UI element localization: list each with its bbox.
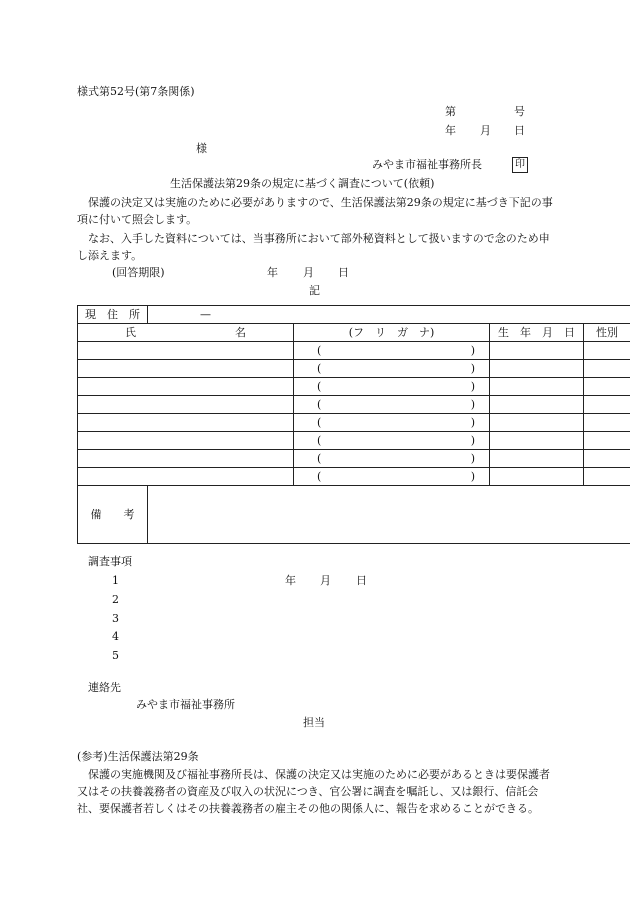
furigana-cell[interactable]	[294, 468, 490, 486]
paragraph-request: 保護の決定又は実施のために必要がありますので、生活保護法第29条の規定に基づき下記の事項に付いて照会します。	[77, 196, 553, 226]
remarks-cell[interactable]	[148, 486, 630, 544]
paragraph-confidential: なお、入手した資料については、当事務所において部外秘資料として扱いますので念のため申し添えます。	[77, 232, 550, 262]
doc-number-dai: 第	[445, 105, 456, 118]
birthdate-cell[interactable]	[490, 378, 584, 396]
furigana-cell[interactable]	[294, 360, 490, 378]
survey-item1-month: 月	[320, 574, 331, 587]
survey-item-5: 5	[112, 649, 119, 662]
paren-open: (	[317, 434, 322, 447]
furigana-cell[interactable]	[294, 378, 490, 396]
date-year: 年	[445, 124, 456, 137]
paren-close: )	[470, 452, 475, 465]
issuer-name: みやま市福祉事務所長	[372, 158, 482, 171]
birthdate-cell[interactable]	[490, 360, 584, 378]
paren-open: (	[317, 452, 322, 465]
paren-close: )	[470, 398, 475, 411]
address-label: 現 住 所	[78, 306, 148, 324]
form-number: 様式第52号(第7条関係)	[77, 85, 195, 98]
name-cell[interactable]	[78, 396, 294, 414]
table-row	[78, 396, 630, 414]
survey-item-4: 4	[112, 630, 119, 643]
birthdate-cell[interactable]	[490, 396, 584, 414]
name-cell[interactable]	[78, 342, 294, 360]
birthdate-cell[interactable]	[490, 414, 584, 432]
gender-cell[interactable]	[584, 342, 630, 360]
ki-heading: 記	[309, 284, 320, 297]
name-cell[interactable]	[78, 360, 294, 378]
subject-table	[77, 305, 630, 544]
paren-open: (	[317, 380, 322, 393]
survey-item-1: 1	[112, 574, 119, 587]
furigana-cell[interactable]	[294, 342, 490, 360]
remarks-row	[78, 486, 630, 544]
survey-heading: 調査事項	[88, 555, 132, 568]
contact-tanto: 担当	[303, 716, 325, 729]
deadline-year: 年	[267, 266, 278, 279]
paren-close: )	[470, 416, 475, 429]
name-cell[interactable]	[78, 468, 294, 486]
name-cell[interactable]	[78, 450, 294, 468]
address-cell[interactable]	[148, 306, 630, 324]
gender-cell[interactable]	[584, 396, 630, 414]
birthdate-header: 生 年 月 日	[490, 324, 584, 342]
contact-heading: 連絡先	[88, 681, 121, 694]
table-row	[78, 432, 630, 450]
furigana-header: (フ リ ガ ナ)	[294, 324, 490, 342]
survey-item-2: 2	[112, 593, 119, 606]
address-dash: —	[200, 308, 211, 321]
paren-open: (	[317, 470, 322, 483]
birthdate-cell[interactable]	[490, 432, 584, 450]
gender-cell[interactable]	[584, 378, 630, 396]
paren-close: )	[470, 470, 475, 483]
name-header: 氏 名	[78, 324, 294, 342]
furigana-cell[interactable]	[294, 396, 490, 414]
survey-item1-year: 年	[285, 574, 296, 587]
furigana-cell[interactable]	[294, 414, 490, 432]
gender-cell[interactable]	[584, 414, 630, 432]
address-row	[78, 306, 630, 324]
paren-open: (	[317, 344, 322, 357]
birthdate-cell[interactable]	[490, 342, 584, 360]
document-title: 生活保護法第29条の規定に基づく調査について(依頼)	[170, 177, 435, 190]
reference-heading: (参考)生活保護法第29条	[77, 750, 199, 763]
table-row	[78, 414, 630, 432]
survey-item1-day: 日	[356, 574, 367, 587]
seal-mark: 印	[512, 157, 528, 173]
header-row	[78, 324, 630, 342]
name-cell[interactable]	[78, 432, 294, 450]
table-row	[78, 468, 630, 486]
furigana-cell[interactable]	[294, 450, 490, 468]
contact-office: みやま市福祉事務所	[136, 698, 235, 711]
date-day: 日	[514, 124, 525, 137]
remarks-label: 備 考	[78, 486, 148, 544]
gender-cell[interactable]	[584, 468, 630, 486]
birthdate-cell[interactable]	[490, 450, 584, 468]
table-row	[78, 360, 630, 378]
table-row	[78, 450, 630, 468]
gender-header: 性別	[584, 324, 630, 342]
gender-cell[interactable]	[584, 432, 630, 450]
date-month: 月	[480, 124, 491, 137]
gender-cell[interactable]	[584, 360, 630, 378]
name-cell[interactable]	[78, 378, 294, 396]
paren-open: (	[317, 362, 322, 375]
doc-number-go: 号	[514, 105, 525, 118]
birthdate-cell[interactable]	[490, 468, 584, 486]
addressee-suffix: 様	[196, 142, 207, 155]
paren-close: )	[470, 362, 475, 375]
deadline-label: (回答期限)	[112, 266, 165, 279]
paren-close: )	[470, 380, 475, 393]
paren-close: )	[470, 344, 475, 357]
furigana-cell[interactable]	[294, 432, 490, 450]
table-row	[78, 342, 630, 360]
deadline-day: 日	[338, 266, 349, 279]
paren-open: (	[317, 416, 322, 429]
gender-cell[interactable]	[584, 450, 630, 468]
paren-close: )	[470, 434, 475, 447]
reference-text: 保護の実施機関及び福祉事務所長は、保護の決定又は実施のために必要があるときは要保護者又はその扶養義務者の資産及び収入の状況につき、官公署に調査を嘱託し、又は銀行、信託会社、要保護者若しくはその扶養義務者の雇主その他の関係人に、報告を求めることができる。	[77, 768, 550, 815]
table-row	[78, 378, 630, 396]
paren-open: (	[317, 398, 322, 411]
deadline-month: 月	[303, 266, 314, 279]
survey-item-3: 3	[112, 612, 119, 625]
name-cell[interactable]	[78, 414, 294, 432]
